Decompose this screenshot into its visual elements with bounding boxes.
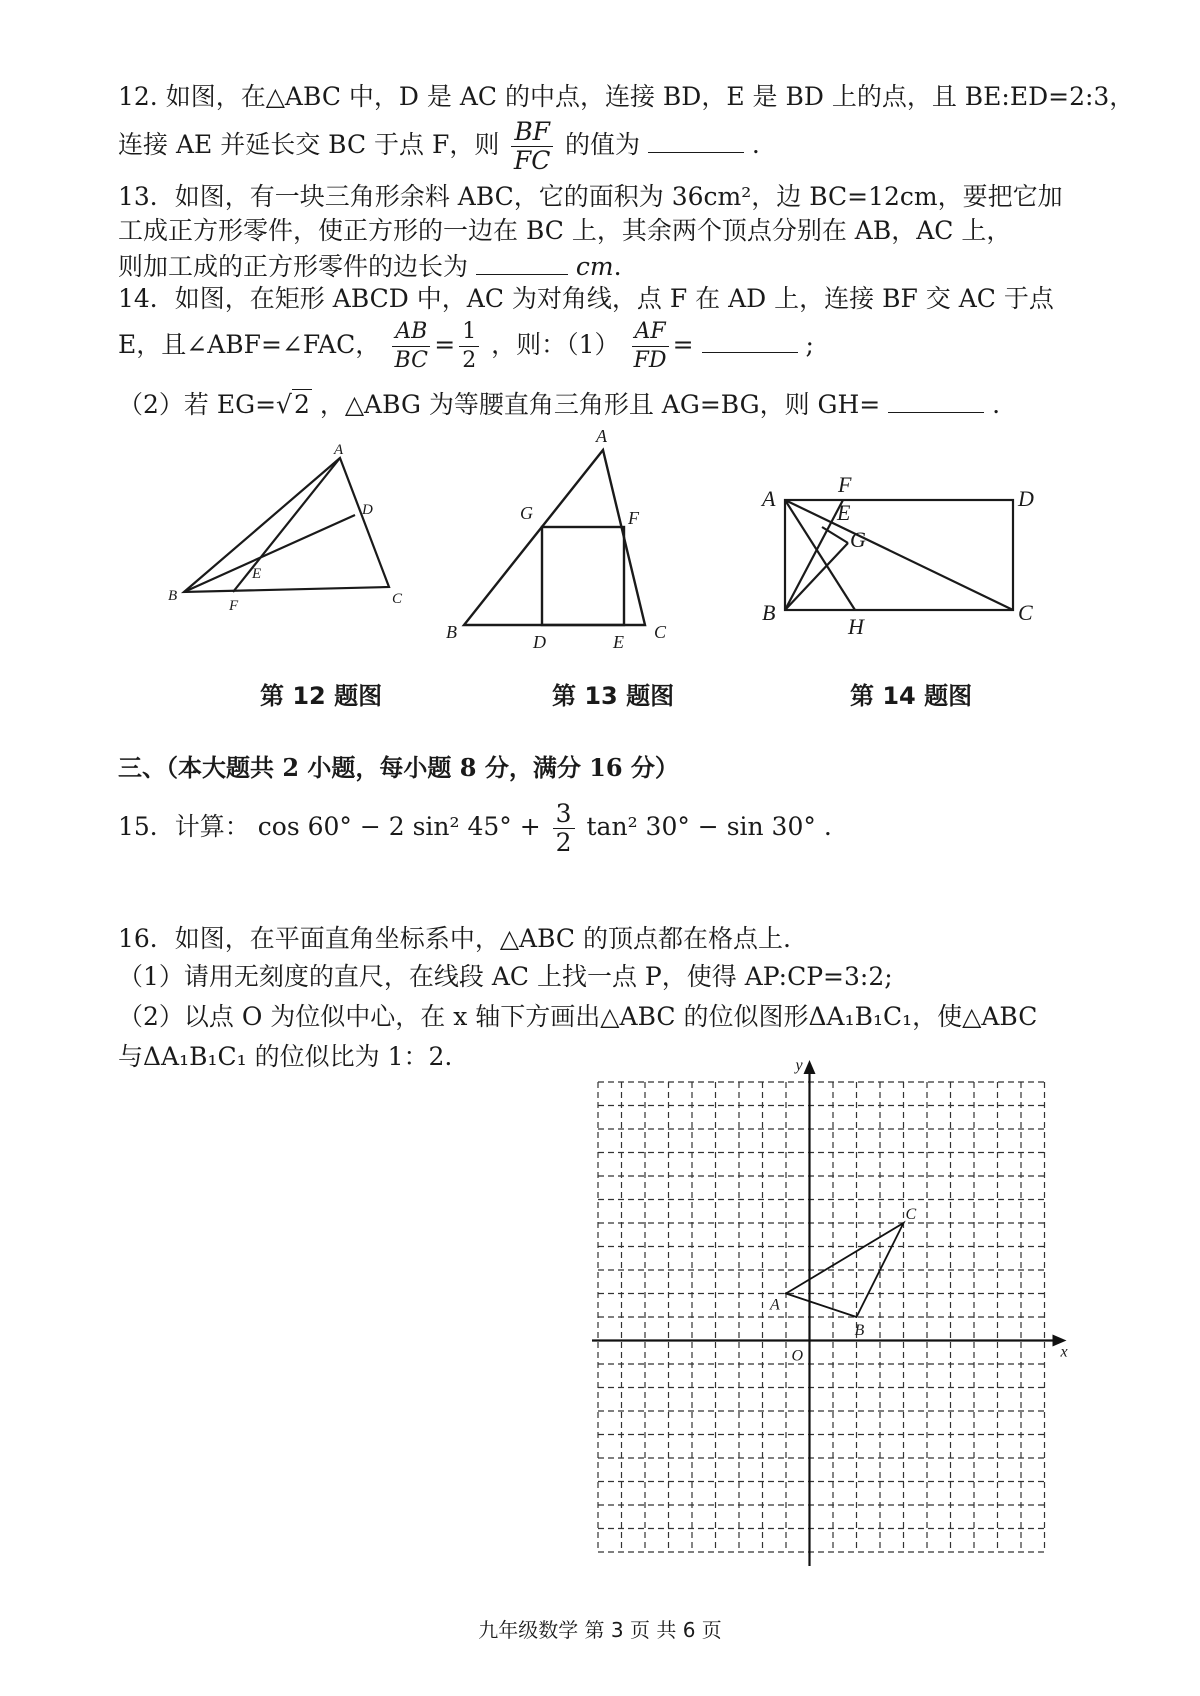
fig12-segment-af [233, 458, 340, 592]
fig13-square [542, 527, 624, 625]
q14-frac2-den: 2 [462, 348, 477, 373]
q15-frac-num: 3 [553, 800, 575, 829]
q12-line2-text-b: 的值为 [564, 130, 640, 159]
q13-line3 [118, 248, 622, 284]
q14-line1: 14．如图，在矩形 ABCD 中，AC 为对角线，点 F 在 AD 上，连接 BF 交 AC 于点 [118, 284, 1054, 313]
x-axis-label: x [1060, 1343, 1068, 1361]
q14-frac-half [459, 318, 479, 375]
fig13-label-g: G [520, 503, 533, 523]
fig12-segment-bd [184, 515, 355, 592]
q14-line3-end: . [992, 390, 1001, 419]
q16-coordinate-grid [580, 1057, 1080, 1570]
fig13-label-c: C [654, 622, 667, 642]
fig14-label-e: E [837, 500, 851, 525]
fig12-label-a: A [334, 442, 344, 458]
q16-line3: （2）以点 O 为位似中心，在 x 轴下方画出△ABC 的位似图形ΔA₁B₁C₁，使△ABC [118, 1002, 1038, 1031]
q16-line1: 16．如图，在平面直角坐标系中，△ABC 的顶点都在格点上. [118, 924, 791, 953]
origin-label: O [791, 1347, 804, 1365]
q14-frac3-den: FD [633, 348, 667, 373]
fig14-segment-bg [785, 543, 848, 610]
q13-line1: 13．如图，有一块三角形余料 ABC，它的面积为 36cm²，边 BC=12cm，要把它加 [118, 182, 1063, 211]
section-3-title: 三、（本大题共 2 小题，每小题 8 分，满分 16 分） [118, 753, 679, 782]
fig13-triangle-abc [464, 450, 645, 625]
q12-frac-num: BF [511, 118, 553, 147]
q12-line2-text: 连接 AE 并延长交 BC 于点 F，则 [118, 130, 500, 159]
point-a-label: A [770, 1296, 780, 1314]
fig14-label-a: A [762, 486, 776, 511]
q12-line2-end: . [751, 130, 760, 159]
q14-sqrt-value: 2 [293, 390, 310, 419]
q14-frac1-den: BC [394, 348, 428, 373]
fig12-caption: 第 12 题图 [260, 682, 383, 710]
q15-frac-den: 2 [555, 828, 572, 857]
fig13-label-e: E [613, 632, 624, 652]
q15-prefix: 15．计算： [118, 812, 250, 841]
q14-frac3-num: AF [632, 318, 669, 347]
q15-expr-b: tan² 30° − sin 30° [586, 812, 816, 841]
figure-14 [760, 470, 1060, 640]
q12-line1: 12. 如图，在△ABC 中，D 是 AC 的中点，连接 BD，E 是 BD 上的点，且 BE:ED=2:3， [118, 82, 1135, 111]
fig14-label-b: B [762, 600, 776, 625]
fig14-label-h: H [848, 614, 864, 639]
q14-line3-text: （2）若 EG= [118, 390, 277, 419]
q15-fraction [553, 800, 575, 857]
fig14-caption: 第 14 题图 [850, 682, 973, 710]
q12-frac-den: FC [513, 146, 551, 175]
q12-fraction [511, 118, 553, 175]
q13-line2: 工成正方形零件，使正方形的一边在 BC 上，其余两个顶点分别在 AB，AC 上， [118, 216, 1012, 245]
fig14-label-f: F [838, 472, 852, 497]
point-b-label: B [854, 1322, 865, 1339]
fig13-label-f: F [628, 508, 639, 528]
q14-frac1-num: AB [392, 318, 430, 347]
page-footer: 九年级数学 第 3 页 共 6 页 [478, 1618, 722, 1642]
q14-answer2-blank[interactable] [888, 386, 984, 413]
q12-line2 [118, 118, 760, 175]
q16-line4: 与ΔA₁B₁C₁ 的位似比为 1：2. [118, 1042, 453, 1071]
q15-expr-a: cos 60° − 2 sin² 45° + [257, 812, 541, 841]
figure-13 [440, 420, 710, 655]
q14-line2-text: E，且∠ABF=∠FAC， [118, 330, 381, 359]
q15-end: . [823, 812, 832, 841]
q16-line2: （1）请用无刻度的直尺，在线段 AC 上找一点 P，使得 AP:CP=3:2; [118, 962, 893, 991]
q14-frac2-num: 1 [459, 318, 479, 347]
q14-line3-text-b: ，△ABG 为等腰直角三角形且 AG=BG，则 GH= [319, 390, 881, 419]
q15-line [118, 800, 832, 857]
figure-12 [160, 440, 420, 650]
q14-frac-af-fd [632, 318, 669, 375]
q14-line2-end: ; [805, 330, 814, 359]
y-axis-arrow [804, 1060, 816, 1074]
fig13-label-b: B [446, 622, 457, 642]
fig12-label-f: F [229, 598, 239, 614]
q13-unit: cm [575, 252, 614, 281]
q14-line2-text-b: ，则：（1） [491, 330, 620, 359]
q13-answer-blank[interactable] [476, 248, 568, 275]
fig13-caption: 第 13 题图 [552, 682, 675, 710]
q12-answer-blank[interactable] [648, 126, 744, 153]
fig14-segment-bf [785, 500, 843, 610]
fig13-label-d: D [533, 632, 546, 652]
fig14-label-c: C [1018, 600, 1033, 625]
q14-answer1-blank[interactable] [702, 326, 798, 353]
q14-line3 [118, 386, 1000, 422]
point-c-label: C [905, 1206, 917, 1223]
y-axis-label: y [795, 1057, 803, 1074]
q14-line2: E，且∠ABF=∠FAC， $\frac{AB}{BC}$ = $\frac{1}{2}$ ，则：（1） $\frac{AF}{FD}$ = ; [118, 319, 814, 373]
fig14-label-g: G [850, 527, 866, 552]
fig12-label-b: B [168, 588, 178, 604]
fig13-label-a: A [596, 426, 607, 446]
fig14-label-d: D [1018, 486, 1034, 511]
sqrt-symbol: √2 [276, 390, 310, 419]
fig12-label-c: C [392, 591, 403, 607]
q13-line3-text: 则加工成的正方形零件的边长为 [118, 252, 469, 281]
q14-frac-ab-bc [392, 318, 430, 375]
fig12-label-d: D [362, 502, 373, 518]
q13-line3-end: . [613, 252, 622, 281]
fig12-label-e: E [252, 566, 262, 582]
